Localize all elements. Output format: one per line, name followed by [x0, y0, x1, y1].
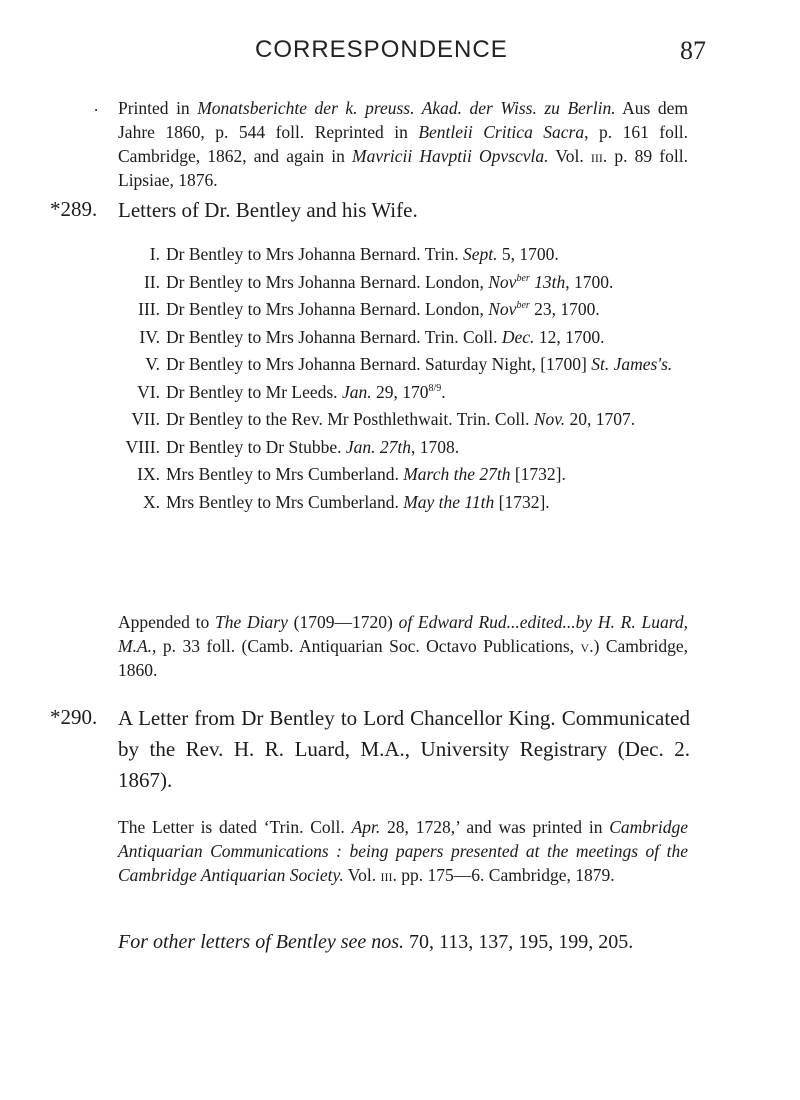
year-fraction: 8/9	[428, 382, 442, 394]
item-date: Sept.	[463, 244, 498, 264]
item-date: Dec.	[501, 326, 535, 347]
volume-numeral: iii	[590, 146, 603, 166]
book-title: of Edward Rud...edited...by H. R. Luard, M.A.	[118, 612, 689, 656]
cross-reference-numbers: 70, 113, 137, 195, 199, 205.	[404, 931, 634, 953]
item-text: Dr Bentley to Mrs Johanna Bernard. London,	[166, 299, 489, 319]
body-text: Vol.	[343, 865, 381, 885]
list-item	[118, 491, 698, 515]
list-item	[118, 353, 698, 377]
item-text: Mrs Bentley to Mrs Cumberland.	[166, 491, 404, 512]
printed-note	[118, 96, 688, 192]
book-title: Bentleii Critica Sacra	[418, 122, 585, 142]
printed-text: , p. 161 foll. Cambridge, 1862, and again in	[118, 122, 688, 166]
list-item	[118, 408, 698, 432]
printed-text: . p. 89 foll. Lipsiae, 1876.	[118, 146, 688, 190]
superscript: ber	[516, 300, 530, 311]
body-text: The Letter is dated ‘Trin. Coll.	[118, 817, 352, 837]
book-title: The Diary	[215, 612, 288, 632]
list-item	[118, 381, 698, 405]
note-text: Appended to	[118, 612, 216, 632]
item-numeral: IX.	[137, 464, 160, 484]
item-date: 13th	[529, 271, 566, 292]
item-text: 20, 1707.	[565, 409, 636, 429]
item-text: Dr Bentley to Mr Leeds.	[166, 381, 342, 402]
item-date: Jan.	[341, 381, 372, 402]
item-date: May the 11th	[403, 491, 495, 512]
list-item	[118, 243, 698, 267]
item-numeral: V.	[145, 354, 160, 374]
item-place: St. James's.	[591, 354, 673, 374]
item-date: Nov	[488, 299, 517, 319]
body-date: Apr.	[351, 817, 381, 837]
entry-number: *289.	[50, 197, 98, 221]
printed-text: Vol.	[548, 146, 591, 166]
page-header	[0, 36, 800, 76]
item-numeral: VIII.	[125, 436, 160, 457]
item-date: Jan. 27th	[345, 436, 411, 457]
list-item	[118, 326, 698, 350]
entry-title: A Letter from Dr Bentley to Lord Chancellor King. Communicated by the Rev. H. R. Luard, M.A., University Registrary (Dec. 2. 1867).	[118, 706, 690, 792]
cross-reference	[118, 930, 718, 954]
item-text: Mrs Bentley to Mrs Cumberland.	[166, 464, 404, 484]
superscript: ber	[516, 272, 530, 284]
item-text: Dr Bentley to Mrs Johanna Bernard. Trin.	[166, 244, 463, 264]
item-numeral: I.	[149, 244, 160, 264]
list-item	[118, 271, 698, 295]
item-date: Nov	[488, 271, 517, 292]
printed-text: Printed in	[118, 98, 198, 118]
item-text: 12, 1700.	[534, 326, 605, 347]
cross-reference-label: For other letters of Bentley see nos.	[118, 931, 405, 953]
body-text: . pp. 175—6. Cambridge, 1879.	[392, 865, 615, 885]
printed-text: Aus dem Jahre 1860, p. 544 foll. Reprinted in	[118, 98, 688, 142]
item-numeral: IV.	[139, 326, 160, 347]
volume-numeral: iii	[380, 865, 393, 885]
stray-mark: .	[94, 96, 99, 115]
note-text: .) Cambridge, 1860.	[118, 636, 688, 680]
item-date: Nov.	[533, 409, 566, 429]
item-text: Dr Bentley to the Rev. Mr Posthlethwait. Trin. Coll.	[166, 409, 534, 429]
list-item	[118, 298, 698, 322]
list-item	[118, 436, 698, 460]
entry-number: *290.	[50, 705, 98, 729]
list-item	[118, 463, 698, 487]
publication-title: Cambridge Antiquarian Communications : being papers presented at the meetings of the Cambridge Antiquarian Society.	[118, 817, 688, 885]
item-date: March the 27th	[403, 464, 511, 484]
running-title: CORRESPONDENCE	[255, 36, 508, 63]
item-numeral: VI.	[137, 381, 160, 402]
item-text: [1732].	[510, 464, 566, 484]
note-text: (1709—1720)	[287, 612, 399, 632]
volume-numeral: v	[580, 636, 590, 656]
item-text: 23, 1700.	[529, 299, 600, 319]
appended-note	[118, 610, 688, 682]
item-text: [1732].	[494, 491, 550, 512]
item-text: 5, 1700.	[497, 244, 559, 264]
item-text: 29, 170	[371, 381, 429, 402]
item-numeral: X.	[142, 491, 160, 512]
book-title: Mavricii Havptii Opvscvla.	[352, 146, 549, 166]
journal-title: Monatsberichte der k. preuss. Akad. der Wiss. zu Berlin.	[197, 98, 616, 118]
body-text: 28, 1728,’ and was printed in	[380, 817, 610, 837]
item-text: Dr Bentley to Mrs Johanna Bernard. Saturday Night, [1700]	[166, 354, 592, 374]
item-numeral: III.	[138, 299, 160, 319]
entry-body	[118, 815, 688, 887]
item-text: .	[441, 381, 446, 402]
item-text: Dr Bentley to Dr Stubbe.	[166, 436, 346, 457]
item-text: Dr Bentley to Mrs Johanna Bernard. Trin. Coll.	[166, 326, 502, 347]
item-numeral: II.	[143, 271, 160, 292]
note-text: , p. 33 foll. (Camb. Antiquarian Soc. Octavo Publications,	[152, 636, 581, 656]
item-numeral: VII.	[131, 409, 160, 429]
letters-list	[118, 243, 698, 518]
item-text: , 1708.	[410, 436, 460, 457]
page-number: 87	[680, 36, 706, 65]
item-text: , 1700.	[565, 271, 614, 292]
entry-title: Letters of Dr. Bentley and his Wife.	[118, 198, 418, 222]
item-text: Dr Bentley to Mrs Johanna Bernard. London,	[166, 271, 489, 292]
